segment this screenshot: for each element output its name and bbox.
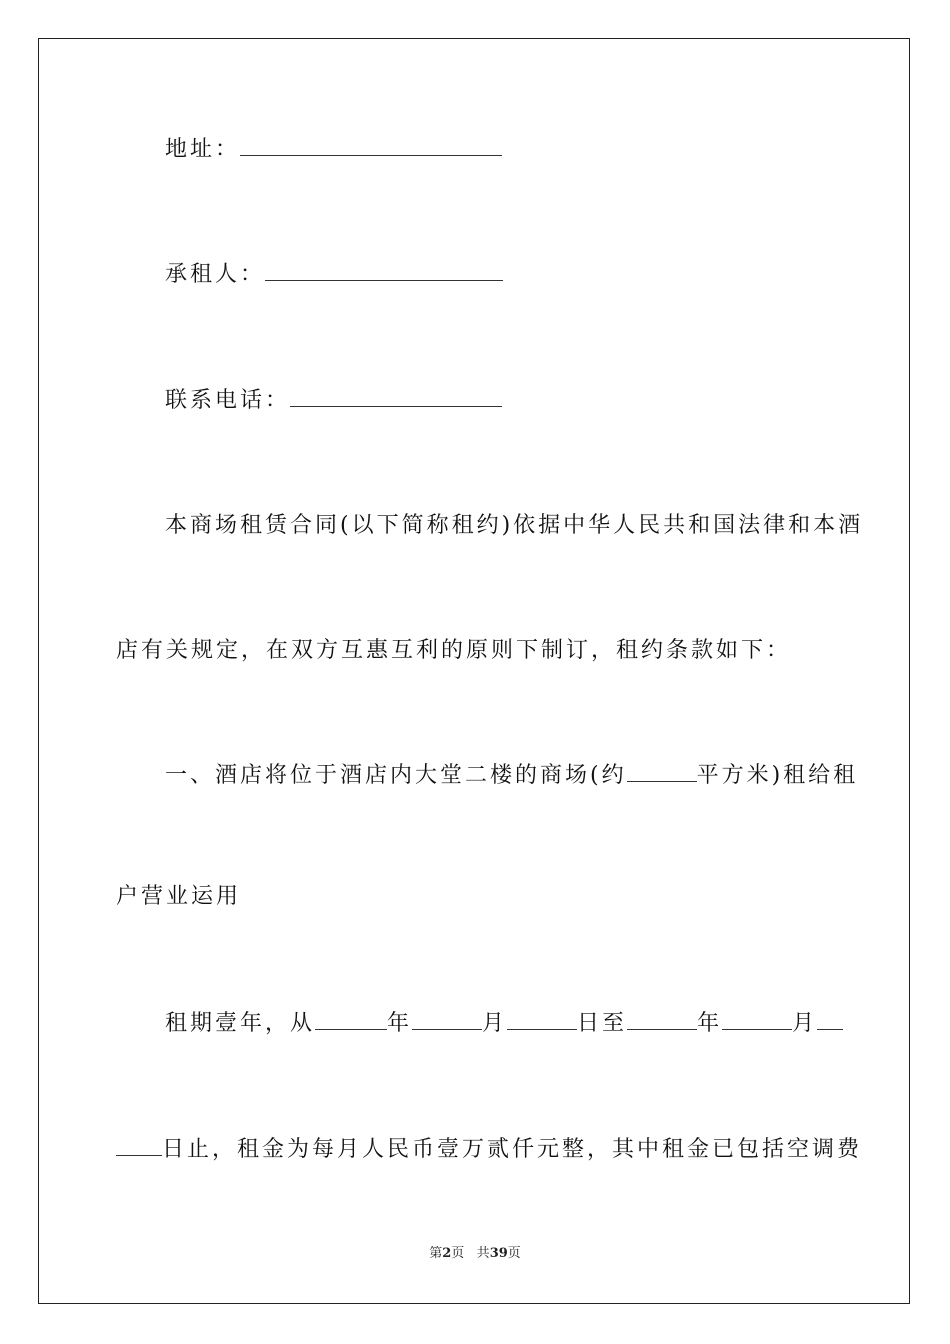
term-line-2 [116, 1134, 863, 1166]
end-year-blank[interactable] [627, 1009, 697, 1030]
start-day-blank[interactable] [507, 1009, 577, 1030]
address-label: 地址： [165, 137, 241, 162]
area-blank[interactable] [627, 761, 697, 782]
address-blank[interactable] [240, 135, 502, 156]
page-number: 2 [442, 1246, 452, 1261]
end-day-blank-a[interactable] [817, 1009, 843, 1030]
clause-1-line-1 [116, 760, 885, 792]
page-frame [38, 38, 910, 1304]
term-month-1: 月 [482, 1011, 508, 1036]
intro-paragraph-line-1 [116, 510, 885, 542]
address-field [116, 134, 885, 166]
total-suffix: 页 [507, 1246, 521, 1261]
clause-1-text-b: 平方米)租给租 [696, 763, 859, 788]
term-day-to: 日至 [577, 1011, 628, 1036]
term-text-a: 租期壹年，从 [165, 1011, 316, 1036]
end-day-blank-b[interactable] [116, 1135, 162, 1156]
start-year-blank[interactable] [315, 1009, 387, 1030]
term-line-1 [116, 1008, 885, 1040]
page-prefix: 第 [429, 1246, 443, 1261]
page-suffix: 页 [451, 1246, 465, 1261]
total-prefix: 共 [476, 1246, 490, 1261]
end-month-blank[interactable] [722, 1009, 792, 1030]
page-footer [0, 1245, 950, 1263]
intro-paragraph-line-2 [116, 635, 836, 667]
phone-field [116, 385, 885, 417]
clause-1-text-a: 一、酒店将位于酒店内大堂二楼的商场(约 [165, 763, 627, 788]
phone-blank[interactable] [290, 386, 502, 407]
tenant-label: 承租人： [165, 262, 266, 287]
term-year-2: 年 [697, 1011, 723, 1036]
term-year-1: 年 [387, 1011, 413, 1036]
tenant-field [116, 259, 885, 291]
term-text-b: 日止，租金为每月人民币壹万贰仟元整，其中租金已包括空调费 [162, 1137, 863, 1162]
clause-1-text-c: 户营业运用 [116, 884, 242, 909]
intro-text-2: 店有关规定，在双方互惠互利的原则下制订，租约条款如下： [116, 638, 792, 663]
intro-text-1: 本商场租赁合同(以下简称租约)依据中华人民共和国法律和本酒 [165, 513, 864, 538]
tenant-blank[interactable] [265, 260, 503, 281]
phone-label: 联系电话： [165, 388, 291, 413]
start-month-blank[interactable] [412, 1009, 482, 1030]
clause-1-line-2 [116, 881, 836, 913]
total-pages: 39 [489, 1246, 508, 1261]
term-month-2: 月 [792, 1011, 818, 1036]
